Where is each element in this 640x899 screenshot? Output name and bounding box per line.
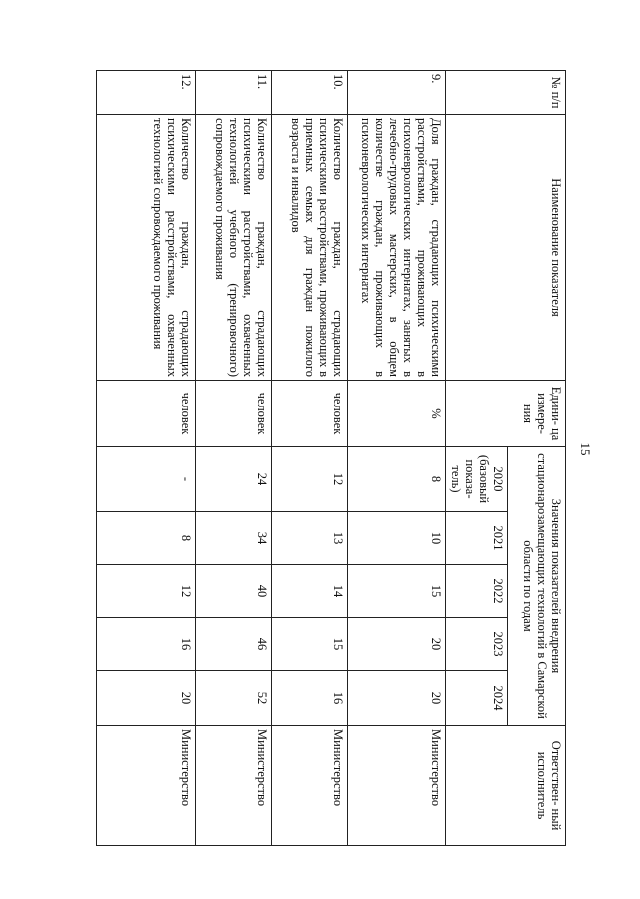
responsible-cell: Министерство bbox=[272, 726, 348, 846]
header-year: 2022 bbox=[446, 565, 508, 618]
table-row bbox=[97, 71, 196, 846]
row-number: 12. bbox=[97, 71, 196, 115]
value-cell: 20 bbox=[348, 618, 446, 671]
value-cell: 16 bbox=[97, 618, 196, 671]
value-cell: 24 bbox=[196, 447, 272, 512]
unit-cell: человек bbox=[196, 381, 272, 447]
header-year: 2023 bbox=[446, 618, 508, 671]
value-cell: 15 bbox=[348, 565, 446, 618]
value-cell: 34 bbox=[196, 512, 272, 565]
value-cell: 40 bbox=[196, 565, 272, 618]
header-unit: Едини- ца измере- ния bbox=[446, 381, 566, 447]
indicator-name: Доля граждан, страдающих психическими расстройствами, проживающих в психоневрологических интернатах, занятых в лечебно-трудовых мастерских, в общем количестве граждан, проживающих в психоневрологических интернатах bbox=[348, 115, 446, 381]
header-year: 2021 bbox=[446, 512, 508, 565]
indicator-name: Количество граждан, страдающих психическими расстройствами, охваченных технологией сопровождаемого проживания bbox=[97, 115, 196, 381]
header-responsible: Ответствен- ный исполнитель bbox=[446, 726, 566, 846]
responsible-cell: Министерство bbox=[97, 726, 196, 846]
table-row bbox=[196, 71, 272, 846]
header-year: 2024 bbox=[446, 671, 508, 726]
value-cell: 12 bbox=[272, 447, 348, 512]
indicator-name: Количество граждан, страдающих психическими расстройствами, охваченных технологией учебного (тренировочного) сопровождаемого проживания bbox=[196, 115, 272, 381]
value-cell: 20 bbox=[97, 671, 196, 726]
indicator-table bbox=[96, 70, 566, 846]
value-cell: 13 bbox=[272, 512, 348, 565]
value-cell: 8 bbox=[348, 447, 446, 512]
value-cell: 46 bbox=[196, 618, 272, 671]
unit-cell: человек bbox=[272, 381, 348, 447]
value-cell: - bbox=[97, 447, 196, 512]
value-cell: 20 bbox=[348, 671, 446, 726]
value-cell: 8 bbox=[97, 512, 196, 565]
value-cell: 52 bbox=[196, 671, 272, 726]
header-number: № п/п bbox=[446, 71, 566, 115]
row-number: 10. bbox=[272, 71, 348, 115]
unit-cell: человек bbox=[97, 381, 196, 447]
value-cell: 12 bbox=[97, 565, 196, 618]
row-number: 9. bbox=[348, 71, 446, 115]
value-cell: 10 bbox=[348, 512, 446, 565]
table-row bbox=[272, 71, 348, 846]
unit-cell: % bbox=[348, 381, 446, 447]
header-values-group: Значения показателей внедрения стационарозамещающих технологий в Самарской области по годам bbox=[508, 447, 566, 726]
table-row bbox=[348, 71, 446, 846]
value-cell: 14 bbox=[272, 565, 348, 618]
responsible-cell: Министерство bbox=[348, 726, 446, 846]
rotated-table-wrapper bbox=[96, 70, 566, 845]
header-indicator-name: Наименование показателя bbox=[446, 115, 566, 381]
responsible-cell: Министерство bbox=[196, 726, 272, 846]
value-cell: 15 bbox=[272, 618, 348, 671]
row-number: 11. bbox=[196, 71, 272, 115]
page-number: 15 bbox=[578, 442, 593, 456]
header-year: 2020 (базовый показа- тель) bbox=[446, 447, 508, 512]
indicator-name: Количество граждан, страдающих психическими расстройствами, проживающих в приемных семьях для граждан пожилого возраста и инвалидов bbox=[272, 115, 348, 381]
value-cell: 16 bbox=[272, 671, 348, 726]
